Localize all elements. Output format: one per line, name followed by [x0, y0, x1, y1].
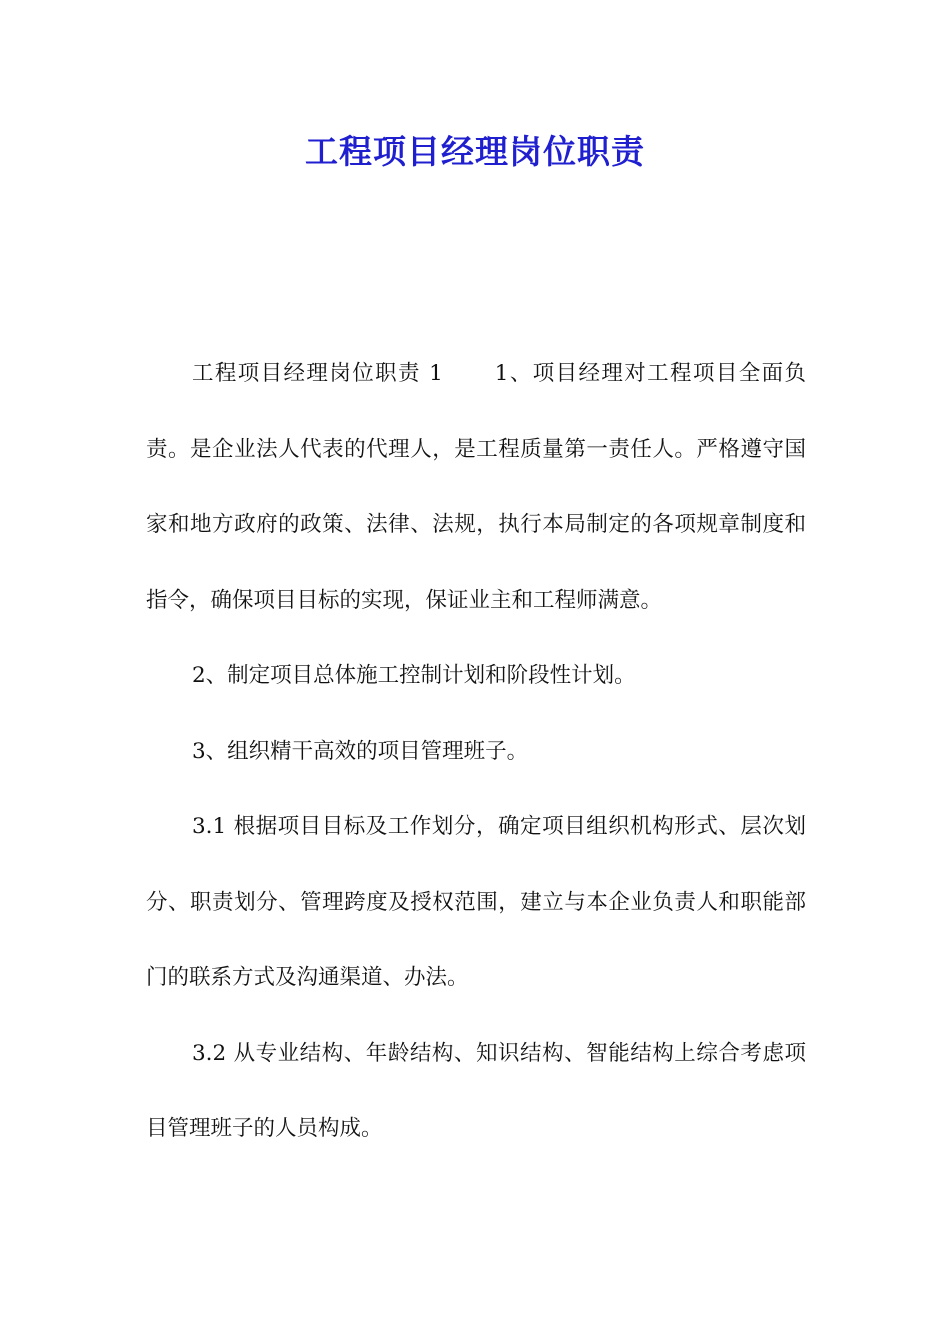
paragraph-1-lead: 工程项目经理岗位职责 1	[192, 361, 443, 386]
paragraph-3-2: 3.2 从专业结构、年龄结构、知识结构、智能结构上综合考虑项目管理班子的人员构成。	[146, 1040, 806, 1141]
paragraph-2: 2、制定项目总体施工控制计划和阶段性计划。	[192, 663, 636, 688]
paragraph-1-text: 1、项目经理对工程项目全面负责。是企业法人代表的代理人，是工程质量第一责任人。严格遵守国家和地方政府的政策、法律、法规，执行本局制定的各项规章制度和指令，确保项目目标的实现，保证业主和工程师满意。	[146, 361, 806, 613]
paragraph-3: 3、组织精干高效的项目管理班子。	[192, 738, 529, 764]
paragraph-1	[146, 336, 806, 638]
paragraph-3-1: 3.1 根据项目目标及工作划分，确定项目组织机构形式、层次划分、职责划分、管理跨度及授权范围，建立与本企业负责人和职能部门的联系方式及沟通渠道、办法。	[146, 814, 806, 990]
document-body	[146, 336, 806, 1167]
document-title: 工程项目经理岗位职责	[305, 132, 645, 171]
